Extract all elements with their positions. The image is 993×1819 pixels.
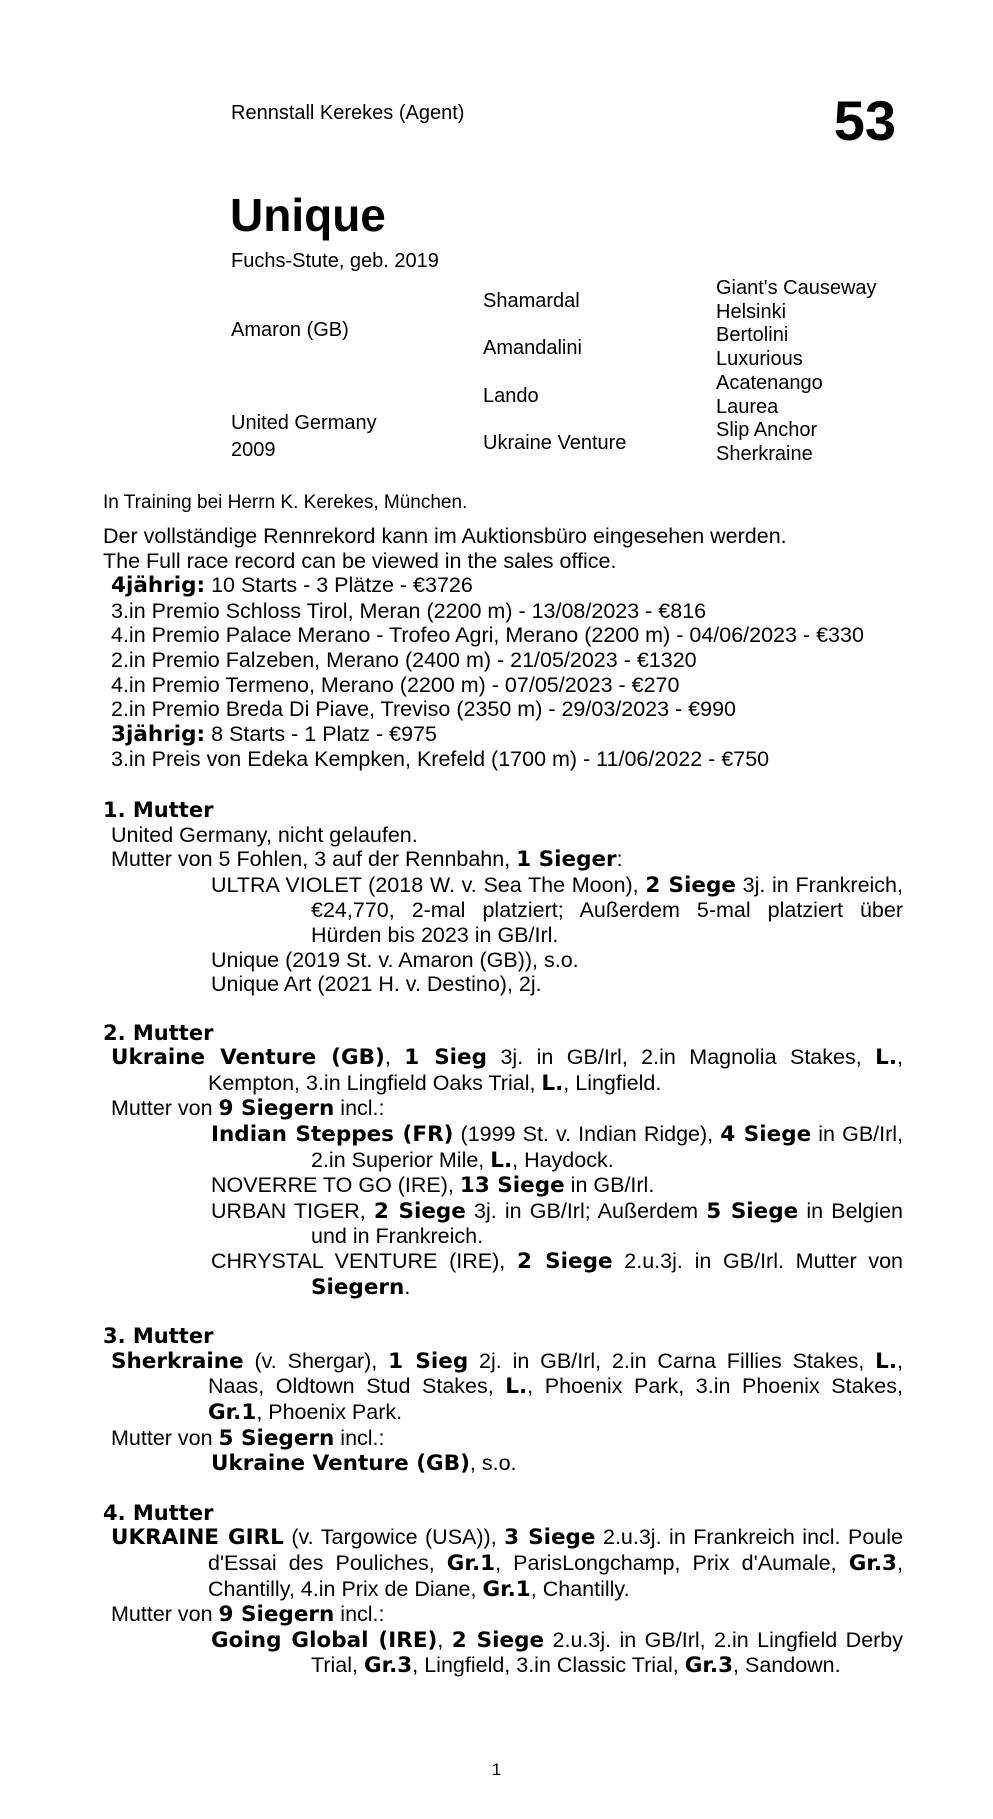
racing-4yo-summary <box>103 573 903 599</box>
dam1-produce-summary: Mutter von 5 Fohlen, 3 auf der Rennbahn, 1 Sieger: <box>111 847 623 873</box>
dam3-profile: Sherkraine (v. Shergar), 1 Sieg 2j. in GB/Irl, 2.in Carna Fillies Stakes, L., Naas, Oldtown Stud Stakes, L., Phoenix Park, 3.in Phoenix Stakes, Gr.1, Phoenix Park. <box>111 1348 903 1425</box>
race-entry: 4.in Premio Termeno, Merano (2200 m) - 07/05/2023 - €270 <box>111 672 680 697</box>
dam4-profile: UKRAINE GIRL (v. Targowice (USA)), 3 Siege 2.u.3j. in Frankreich incl. Poule d'Essai des Pouliches, Gr.1, ParisLongchamp, Prix d'Aumale, Gr.3, Chantilly, 4.in Prix de Diane, Gr.1, Chantilly. <box>111 1525 903 1602</box>
dam3-offspring: Ukraine Venture (GB), s.o. <box>211 1451 517 1477</box>
pedigree-great-grandparent: Helsinki <box>716 301 787 323</box>
pedigree-dam: United Germany <box>231 412 377 434</box>
racing-4yo-label: 4jährig: <box>111 573 206 599</box>
agent-name: Rennstall Kerekes (Agent) <box>231 102 465 124</box>
training-note: In Training bei Herrn K. Kerekes, München. <box>103 492 468 513</box>
pedigree-great-grandparent: Slip Anchor <box>716 419 818 441</box>
horse-description: Fuchs-Stute, geb. 2019 <box>231 250 439 272</box>
dam1-status: United Germany, nicht gelaufen. <box>111 822 418 847</box>
racing-3yo-stats: 8 Starts - 1 Platz - €975 <box>205 721 437 746</box>
pedigree-great-grandparent: Luxurious <box>716 348 803 370</box>
intro-german: Der vollständige Rennrekord kann im Auktionsbüro eingesehen werden. <box>103 524 787 548</box>
dam3-produce-summary: Mutter von 5 Siegern incl.: <box>111 1425 385 1451</box>
racing-4yo-stats: 10 Starts - 3 Plätze - €3726 <box>205 573 473 598</box>
pedigree-grandparent: Shamardal <box>483 290 580 312</box>
dam2-offspring: Indian Steppes (FR) (1999 St. v. Indian Ridge), 4 Siege in GB/Irl, 2.in Superior Mile, L., Haydock. <box>211 1122 904 1173</box>
racing-3yo-label: 3jährig: <box>111 721 206 747</box>
dam4-offspring: Going Global (IRE), 2 Siege 2.u.3j. in GB/Irl, 2.in Lingfield Derby Trial, Gr.3, Lingfield, 3.in Classic Trial, Gr.3, Sandown. <box>211 1627 904 1679</box>
dam1-offspring: Unique (2019 St. v. Amaron (GB)), s.o. <box>211 947 579 972</box>
racing-3yo-summary <box>103 722 903 748</box>
pedigree-grandparent: Ukraine Venture <box>483 432 627 454</box>
pedigree-grandparent: Amandalini <box>483 337 582 359</box>
pedigree-great-grandparent: Acatenango <box>716 372 823 394</box>
pedigree-great-grandparent: Giant's Causeway <box>716 277 877 299</box>
dam1-heading: 1. Mutter <box>103 797 214 822</box>
race-entry: 3.in Premio Schloss Tirol, Meran (2200 m) - 13/08/2023 - €816 <box>111 598 707 623</box>
dam4-heading: 4. Mutter <box>103 1500 214 1525</box>
dam2-offspring: URBAN TIGER, 2 Siege 3j. in GB/Irl; Außerdem 5 Siege in Belgien und in Frankreich. <box>211 1198 903 1249</box>
dam1-offspring: ULTRA VIOLET (2018 W. v. Sea The Moon), 2 Siege 3j. in Frankreich, €24,770, 2-mal platziert; Außerdem 5-mal platziert über Hürden bis 2023 in GB/Irl. <box>211 872 903 947</box>
dam2-offspring: CHRYSTAL VENTURE (IRE), 2 Siege 2.u.3j. in GB/Irl. Mutter von Siegern. <box>211 1249 903 1300</box>
race-entry: 4.in Premio Palace Merano - Trofeo Agri, Merano (2200 m) - 04/06/2023 - €330 <box>111 623 864 648</box>
horse-name: Unique <box>230 189 386 241</box>
intro-english: The Full race record can be viewed in the sales office. <box>103 548 617 573</box>
dam2-heading: 2. Mutter <box>103 1020 214 1045</box>
catalogue-body <box>103 524 903 1679</box>
dam1-offspring: Unique Art (2021 H. v. Destino), 2j. <box>211 972 542 997</box>
pedigree-grandparent: Lando <box>483 385 539 407</box>
dam2-offspring: NOVERRE TO GO (IRE), 13 Siege in GB/Irl. <box>211 1173 655 1199</box>
race-entry: 2.in Premio Falzeben, Merano (2400 m) - 21/05/2023 - €1320 <box>111 647 697 672</box>
pedigree-great-grandparent: Bertolini <box>716 324 789 346</box>
pedigree-sire: Amaron (GB) <box>231 319 349 341</box>
pedigree-great-grandparent: Sherkraine <box>716 443 813 465</box>
race-entry: 2.in Premio Breda Di Piave, Treviso (2350 m) - 29/03/2023 - €990 <box>111 697 737 722</box>
race-entry: 3.in Preis von Edeka Kempken, Krefeld (1700 m) - 11/06/2022 - €750 <box>111 747 770 772</box>
pedigree-great-grandparent: Laurea <box>716 396 779 418</box>
dam4-produce-summary: Mutter von 9 Siegern incl.: <box>111 1602 385 1628</box>
page-number: 1 <box>491 1760 502 1779</box>
dam2-profile: Ukraine Venture (GB), 1 Sieg 3j. in GB/Irl, 2.in Magnolia Stakes, L., Kempton, 3.in Lingfield Oaks Trial, L., Lingfield. <box>111 1045 903 1096</box>
pedigree-dam-year: 2009 <box>231 439 276 461</box>
lot-number: 53 <box>833 89 896 152</box>
dam2-produce-summary: Mutter von 9 Siegern incl.: <box>111 1096 385 1122</box>
dam3-heading: 3. Mutter <box>103 1324 214 1349</box>
